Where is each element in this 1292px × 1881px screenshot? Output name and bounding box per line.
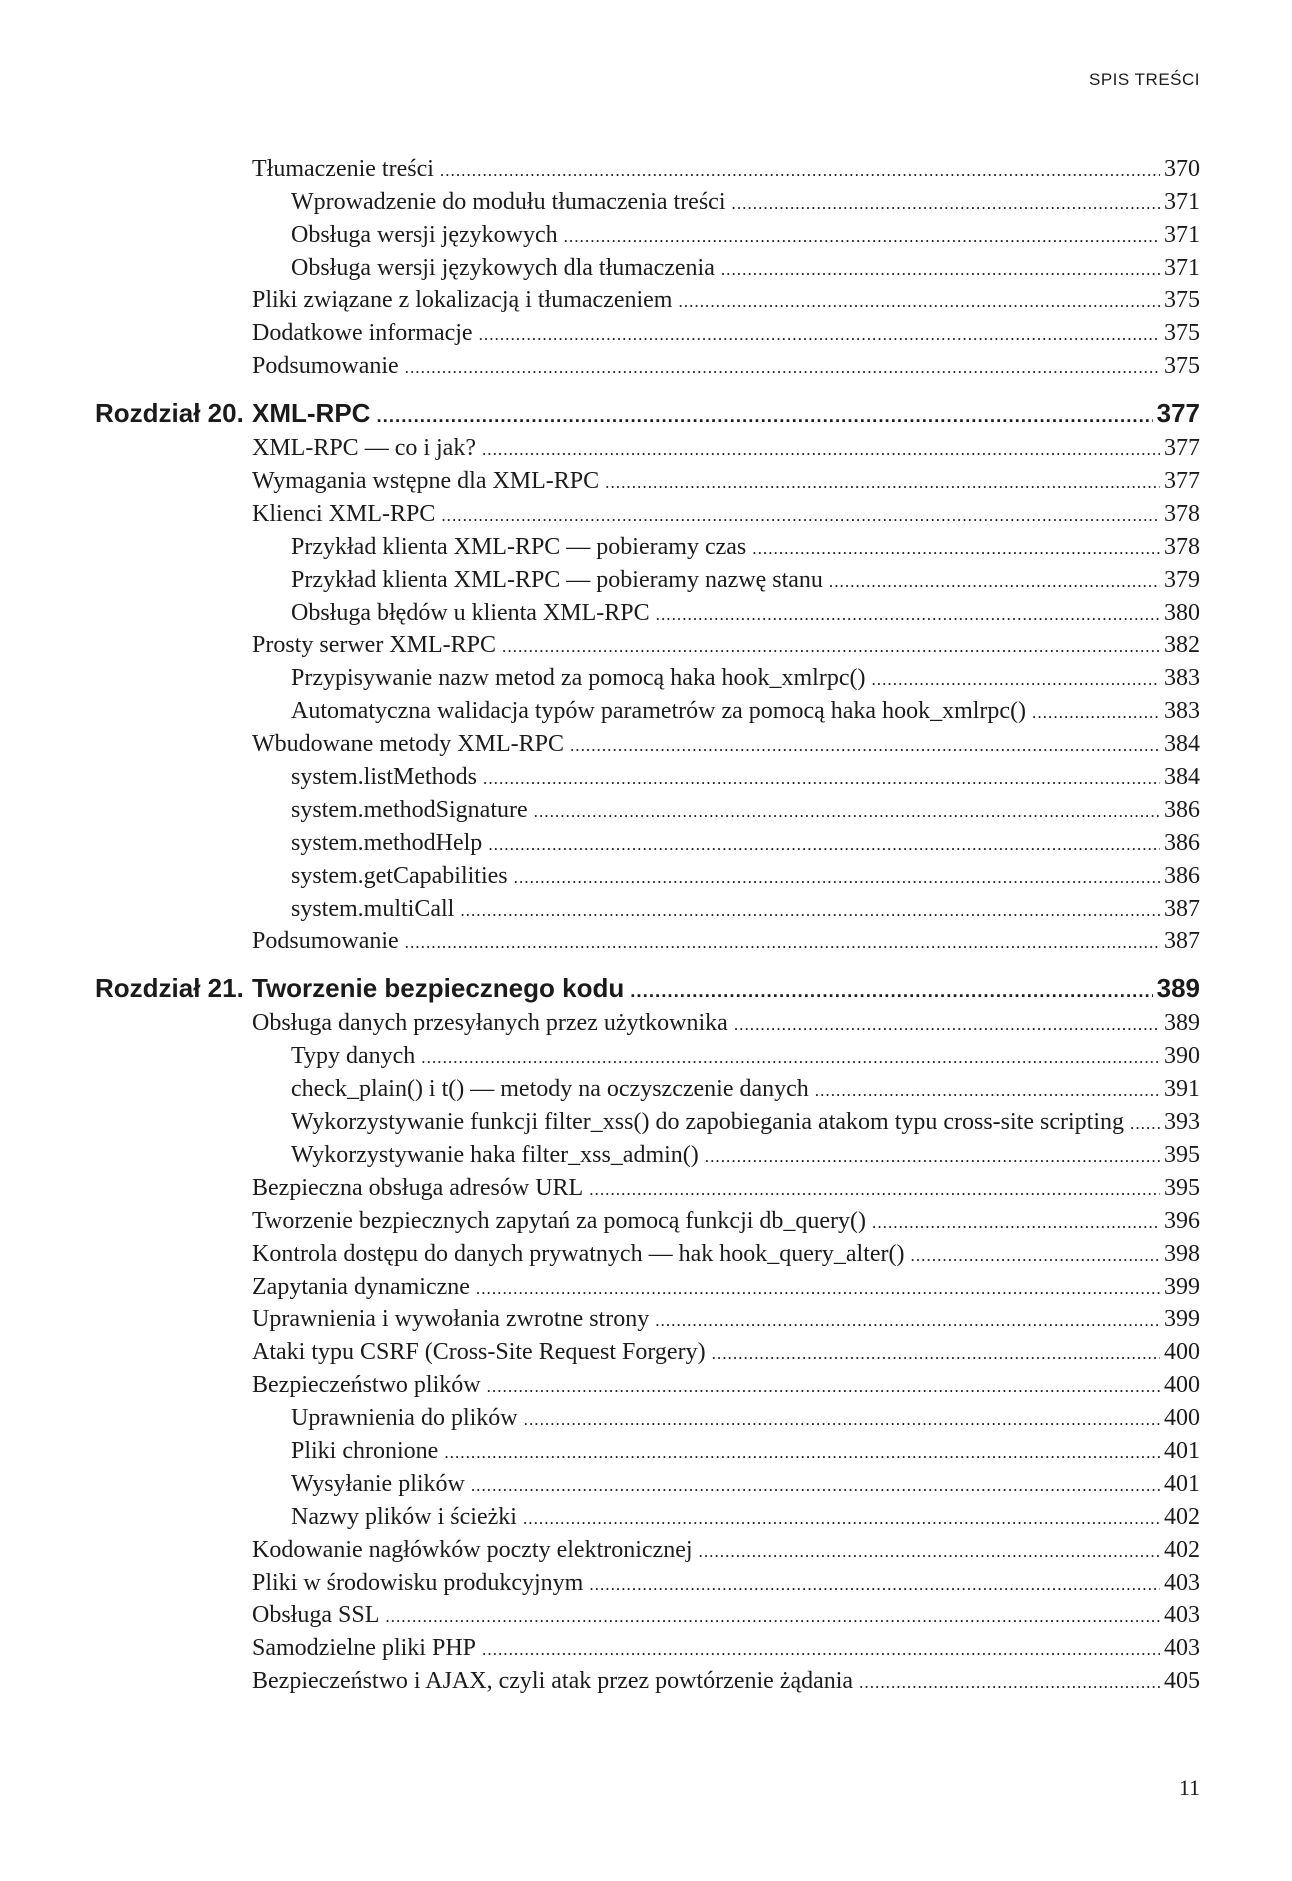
toc-row [252,353,1200,380]
toc-entry-page: 377 [1156,398,1200,429]
dot-leader [859,1668,1160,1695]
dot-leader [514,863,1160,890]
toc-row [252,973,1200,1004]
toc-entry-title: Wykorzystywanie funkcji filter_xss() do zapobiegania atakom typu cross-site scripting [291,1109,1124,1136]
toc-entry-title: Przykład klienta XML-RPC — pobieramy nazwę stanu [291,566,823,593]
toc-section-entry [0,890,1292,923]
dot-leader [705,1142,1160,1169]
toc-entry-title: Uprawnienia i wywołania zwrotne strony [252,1306,650,1333]
toc-section-entry [0,594,1292,627]
toc-entry-title: system.methodHelp [291,829,483,856]
toc-row [252,1274,1200,1301]
toc-section-entry [0,692,1292,725]
toc-entry-title: system.listMethods [291,764,478,791]
toc-entry-title: system.multiCall [291,895,455,922]
toc-entry-page: 391 [1164,1076,1200,1103]
toc-entry-page: 403 [1164,1569,1200,1596]
toc-section-entry [0,314,1292,347]
toc-row [252,1372,1200,1399]
toc-entry-title: Uprawnienia do plików [291,1405,518,1432]
toc-entry-title: Podsumowanie [252,353,399,380]
toc-section-entry [0,1662,1292,1695]
dot-leader [376,398,1152,429]
dot-leader [460,896,1160,923]
toc-row [252,1306,1200,1333]
dot-leader [502,632,1160,659]
toc-entry-page: 402 [1164,1536,1200,1563]
dot-leader [712,1339,1160,1366]
toc-row [252,320,1200,347]
toc-row [291,1109,1200,1136]
toc-entry-page: 375 [1164,320,1200,347]
toc-row [252,1175,1200,1202]
dot-leader [441,501,1160,528]
toc-row [291,1142,1200,1169]
dot-leader [405,353,1160,380]
toc-chapter-entry [0,380,1292,429]
toc-entry-title: Pliki chronione [291,1437,439,1464]
dot-leader [732,189,1161,216]
toc-entry-title: Obsługa SSL [252,1602,380,1629]
dot-leader [815,1076,1160,1103]
toc-row [252,1602,1200,1629]
toc-entry-title: Obsługa błędów u klienta XML-RPC [291,599,650,626]
toc-entry-page: 375 [1164,287,1200,314]
toc-row [291,698,1200,725]
toc-entry-title: system.getCapabilities [291,862,508,889]
toc-entry-page: 383 [1164,698,1200,725]
toc-entry-title: Bezpieczeństwo i AJAX, czyli atak przez powtórzenie żądania [252,1668,854,1695]
toc-entry-title: Nazwy plików i ścieżki [291,1503,517,1530]
toc-entry-title: Wbudowane metody XML-RPC [252,731,564,758]
toc-row [291,222,1200,249]
dot-leader [482,435,1160,462]
toc-entry-title: Tłumaczenie treści [252,155,434,182]
toc-row [291,1405,1200,1432]
toc-section-entry [0,1268,1292,1301]
toc-entry-page: 390 [1164,1043,1200,1070]
toc-row [291,830,1200,857]
toc-section-entry [0,659,1292,692]
toc-row [291,797,1200,824]
toc-entry-page: 400 [1164,1339,1200,1366]
dot-leader [734,1010,1160,1037]
toc-row [252,632,1200,659]
toc-entry-page: 387 [1164,928,1200,955]
toc-entry-page: 395 [1164,1141,1200,1168]
toc-entry-page: 375 [1164,353,1200,380]
dot-leader [589,1570,1160,1597]
toc-section-entry [0,495,1292,528]
dot-leader [476,1274,1160,1301]
toc-section-entry [0,216,1292,249]
toc-entry-title: Obsługa danych przesyłanych przez użytkownika [252,1010,728,1037]
toc-section-entry [0,528,1292,561]
toc-entry-title: Obsługa wersji językowych dla tłumaczenia [291,254,715,281]
toc-entry-page: 370 [1164,155,1200,182]
toc-section-entry [0,758,1292,791]
toc-entry-title: Obsługa wersji językowych [291,221,558,248]
toc-entry-page: 384 [1164,731,1200,758]
toc-entry-page: 386 [1164,796,1200,823]
dot-leader [699,1537,1160,1564]
dot-leader [488,830,1160,857]
toc-entry-page: 371 [1164,221,1200,248]
dot-leader [385,1602,1160,1629]
toc-row [291,534,1200,561]
toc-section-entry [0,1333,1292,1366]
toc-entry-page: 377 [1164,468,1200,495]
toc-entry-title: Wykorzystywanie haka filter_xss_admin() [291,1141,699,1168]
toc-entry-page: 400 [1164,1372,1200,1399]
toc-entry-page: 403 [1164,1602,1200,1629]
toc-entry-title: XML-RPC — co i jak? [252,435,476,462]
toc-row [252,1537,1200,1564]
toc-row [291,863,1200,890]
toc-section-entry [0,824,1292,857]
toc-entry-page: 402 [1164,1503,1200,1530]
toc-entry-page: 371 [1164,188,1200,215]
dot-leader [482,1635,1160,1662]
dot-leader [721,255,1160,282]
toc-section-entry [0,282,1292,315]
toc-row [291,255,1200,282]
dot-leader [655,1306,1160,1333]
toc-row [252,468,1200,495]
toc-row [252,1339,1200,1366]
toc-entry-page: 380 [1164,599,1200,626]
toc-row [252,1635,1200,1662]
toc-entry-page: 377 [1164,435,1200,462]
dot-leader [570,731,1160,758]
toc-row [291,600,1200,627]
dot-leader [871,665,1160,692]
dot-leader [483,764,1160,791]
toc-entry-page: 398 [1164,1240,1200,1267]
toc-entry-title: Wprowadzenie do modułu tłumaczenia treści [291,188,726,215]
toc-row [291,1504,1200,1531]
toc-entry-title: Klienci XML-RPC [252,500,436,527]
dot-leader [829,567,1160,594]
toc-section-entry [0,1202,1292,1235]
toc-entry-title: Wymagania wstępne dla XML-RPC [252,468,600,495]
toc-row [252,398,1200,429]
dot-leader [444,1438,1160,1465]
toc-section-entry [0,1629,1292,1662]
toc-entry-page: 382 [1164,632,1200,659]
dot-leader [1032,698,1160,725]
dot-leader [656,600,1160,627]
table-of-contents [0,150,1292,1695]
toc-row [291,1471,1200,1498]
toc-entry-title: check_plain() i t() — metody na oczyszczenie danych [291,1076,809,1103]
dot-leader [479,320,1160,347]
toc-section-entry [0,249,1292,282]
toc-entry-title: Dodatkowe informacje [252,320,473,347]
toc-entry-title: system.methodSignature [291,796,528,823]
toc-entry-page: 389 [1156,973,1200,1004]
toc-entry-page: 399 [1164,1273,1200,1300]
toc-row [291,1076,1200,1103]
toc-entry-title: Automatyczna walidacja typów parametrów za pomocą haka hook_xmlrpc() [291,698,1027,725]
toc-row [252,1010,1200,1037]
toc-entry-page: 403 [1164,1635,1200,1662]
toc-section-entry [0,1301,1292,1334]
toc-entry-title: Podsumowanie [252,928,399,955]
dot-leader [421,1043,1160,1070]
toc-entry-title: Kontrola dostępu do danych prywatnych — hak hook_query_alter() [252,1240,905,1267]
toc-entry-title: Wysyłanie plików [291,1470,465,1497]
toc-row [291,665,1200,692]
toc-section-entry [0,627,1292,660]
toc-entry-page: 378 [1164,533,1200,560]
dot-leader [471,1471,1160,1498]
toc-section-entry [0,1070,1292,1103]
toc-row [252,156,1200,183]
toc-section-entry [0,791,1292,824]
toc-entry-page: 396 [1164,1207,1200,1234]
toc-section-entry [0,561,1292,594]
toc-row [252,501,1200,528]
dot-leader [630,973,1152,1004]
dot-leader [678,287,1160,314]
toc-entry-page: 379 [1164,566,1200,593]
toc-row [291,764,1200,791]
toc-entry-title: Typy danych [291,1043,416,1070]
toc-row [291,189,1200,216]
toc-chapter-entry [0,955,1292,1004]
toc-section-entry [0,1564,1292,1597]
toc-entry-title: Prosty serwer XML-RPC [252,632,496,659]
toc-entry-page: 393 [1164,1109,1200,1136]
toc-section-entry [0,347,1292,380]
dot-leader [911,1241,1161,1268]
toc-row [252,1208,1200,1235]
toc-row [252,1241,1200,1268]
dot-leader [405,928,1160,955]
dot-leader [534,797,1160,824]
toc-entry-title: Zapytania dynamiczne [252,1273,470,1300]
toc-row [291,567,1200,594]
dot-leader [605,468,1160,495]
toc-entry-page: 384 [1164,764,1200,791]
dot-leader [440,156,1160,183]
toc-section-entry [0,1004,1292,1037]
toc-row [252,731,1200,758]
toc-entry-page: 378 [1164,500,1200,527]
toc-entry-page: 399 [1164,1306,1200,1333]
toc-entry-page: 400 [1164,1405,1200,1432]
toc-entry-title: Przypisywanie nazw metod za pomocą haka hook_xmlrpc() [291,665,866,692]
toc-row [291,896,1200,923]
toc-section-entry [0,1531,1292,1564]
toc-section-entry [0,150,1292,183]
dot-leader [589,1175,1160,1202]
toc-section-entry [0,1465,1292,1498]
dot-leader [564,222,1160,249]
toc-row [291,1438,1200,1465]
toc-entry-title: Bezpieczna obsługa adresów URL [252,1174,584,1201]
toc-entry-page: 383 [1164,665,1200,692]
toc-section-entry [0,1169,1292,1202]
toc-entry-title: Tworzenie bezpiecznych zapytań za pomocą funkcji db_query() [252,1207,867,1234]
toc-row [252,1570,1200,1597]
dot-leader [752,534,1160,561]
toc-section-entry [0,462,1292,495]
toc-section-entry [0,1432,1292,1465]
toc-section-entry [0,429,1292,462]
chapter-label: Rozdział 20. [95,398,244,429]
toc-entry-page: 371 [1164,254,1200,281]
toc-entry-page: 387 [1164,895,1200,922]
toc-section-entry [0,1498,1292,1531]
toc-section-entry [0,725,1292,758]
toc-entry-title: Pliki w środowisku produkcyjnym [252,1569,584,1596]
toc-row [252,435,1200,462]
toc-entry-title: Pliki związane z lokalizacją i tłumaczeniem [252,287,673,314]
chapter-label: Rozdział 21. [95,973,244,1004]
toc-entry-title: Kodowanie nagłówków poczty elektronicznej [252,1536,693,1563]
toc-entry-page: 386 [1164,829,1200,856]
running-header: SPIS TREŚCI [1089,70,1200,89]
toc-row [252,287,1200,314]
toc-entry-page: 389 [1164,1010,1200,1037]
toc-section-entry [0,1399,1292,1432]
toc-entry-page: 395 [1164,1174,1200,1201]
toc-section-entry [0,1037,1292,1070]
toc-entry-title: Ataki typu CSRF (Cross-Site Request Forgery) [252,1339,706,1366]
toc-entry-title: Tworzenie bezpiecznego kodu [252,973,625,1004]
toc-section-entry [0,183,1292,216]
toc-section-entry [0,1235,1292,1268]
toc-section-entry [0,1366,1292,1399]
toc-entry-title: Bezpieczeństwo plików [252,1372,481,1399]
toc-entry-title: XML-RPC [252,398,371,429]
page-number: 11 [1178,1775,1200,1800]
toc-section-entry [0,923,1292,956]
toc-entry-page: 401 [1164,1437,1200,1464]
toc-section-entry [0,857,1292,890]
toc-section-entry [0,1597,1292,1630]
dot-leader [487,1372,1160,1399]
toc-section-entry [0,1103,1292,1136]
toc-entry-title: Przykład klienta XML-RPC — pobieramy czas [291,533,747,560]
dot-leader [872,1208,1160,1235]
toc-row [252,1668,1200,1695]
toc-entry-page: 405 [1164,1668,1200,1695]
toc-entry-page: 401 [1164,1470,1200,1497]
toc-entry-title: Samodzielne pliki PHP [252,1635,476,1662]
dot-leader [523,1504,1160,1531]
toc-entry-page: 386 [1164,862,1200,889]
dot-leader [1130,1109,1160,1136]
toc-row [291,1043,1200,1070]
toc-row [252,928,1200,955]
toc-section-entry [0,1136,1292,1169]
dot-leader [524,1405,1160,1432]
